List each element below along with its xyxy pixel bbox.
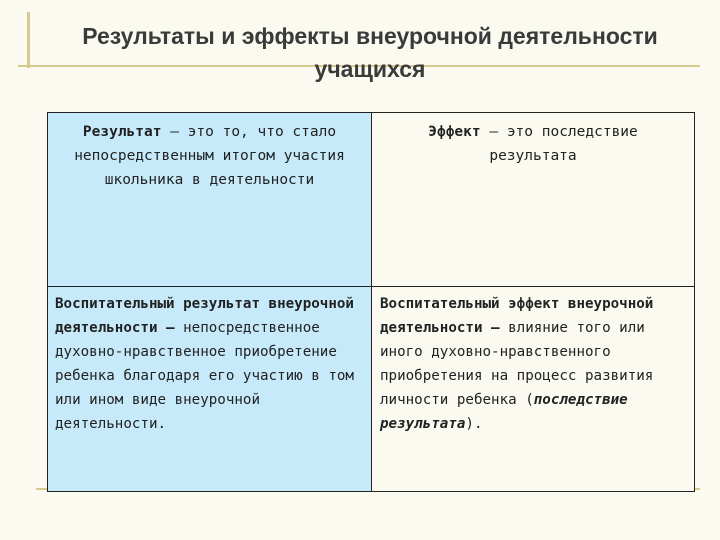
educational-effect-cell bbox=[372, 287, 694, 491]
effect-definition-text: – это последствие результата bbox=[480, 124, 638, 164]
slide-title-line2: учащихся bbox=[314, 56, 426, 82]
slide-title bbox=[40, 20, 700, 86]
comparison-table bbox=[47, 112, 695, 492]
result-definition-text: – это то, что стало непосредственным итогом участия школьника в деятельности bbox=[74, 124, 345, 188]
educational-effect-emphasis: последствие результата bbox=[380, 392, 628, 432]
educational-result-heading: Воспитательный результат внеурочной деятельности – bbox=[55, 296, 354, 336]
decorative-vertical-line bbox=[27, 12, 30, 68]
educational-effect-heading: Воспитательный эффект внеурочной деятельности – bbox=[380, 296, 654, 336]
result-definition-cell bbox=[48, 113, 372, 287]
effect-term: Эффект bbox=[428, 124, 481, 140]
effect-definition-cell bbox=[372, 113, 694, 287]
educational-result-cell bbox=[48, 287, 372, 491]
result-term: Результат bbox=[82, 124, 162, 140]
educational-result-text: непосредственное духовно-нравственное приобретение ребенка благодаря его участию в том или ином виде внеурочной деятельности. bbox=[55, 320, 354, 432]
educational-effect-text: влияние того или иного духовно-нравственного приобретения на процесс развития личности ребенка ( bbox=[380, 320, 654, 408]
slide-title-line1: Результаты и эффекты внеурочной деятельности bbox=[82, 23, 658, 49]
educational-effect-end: ). bbox=[465, 416, 483, 432]
